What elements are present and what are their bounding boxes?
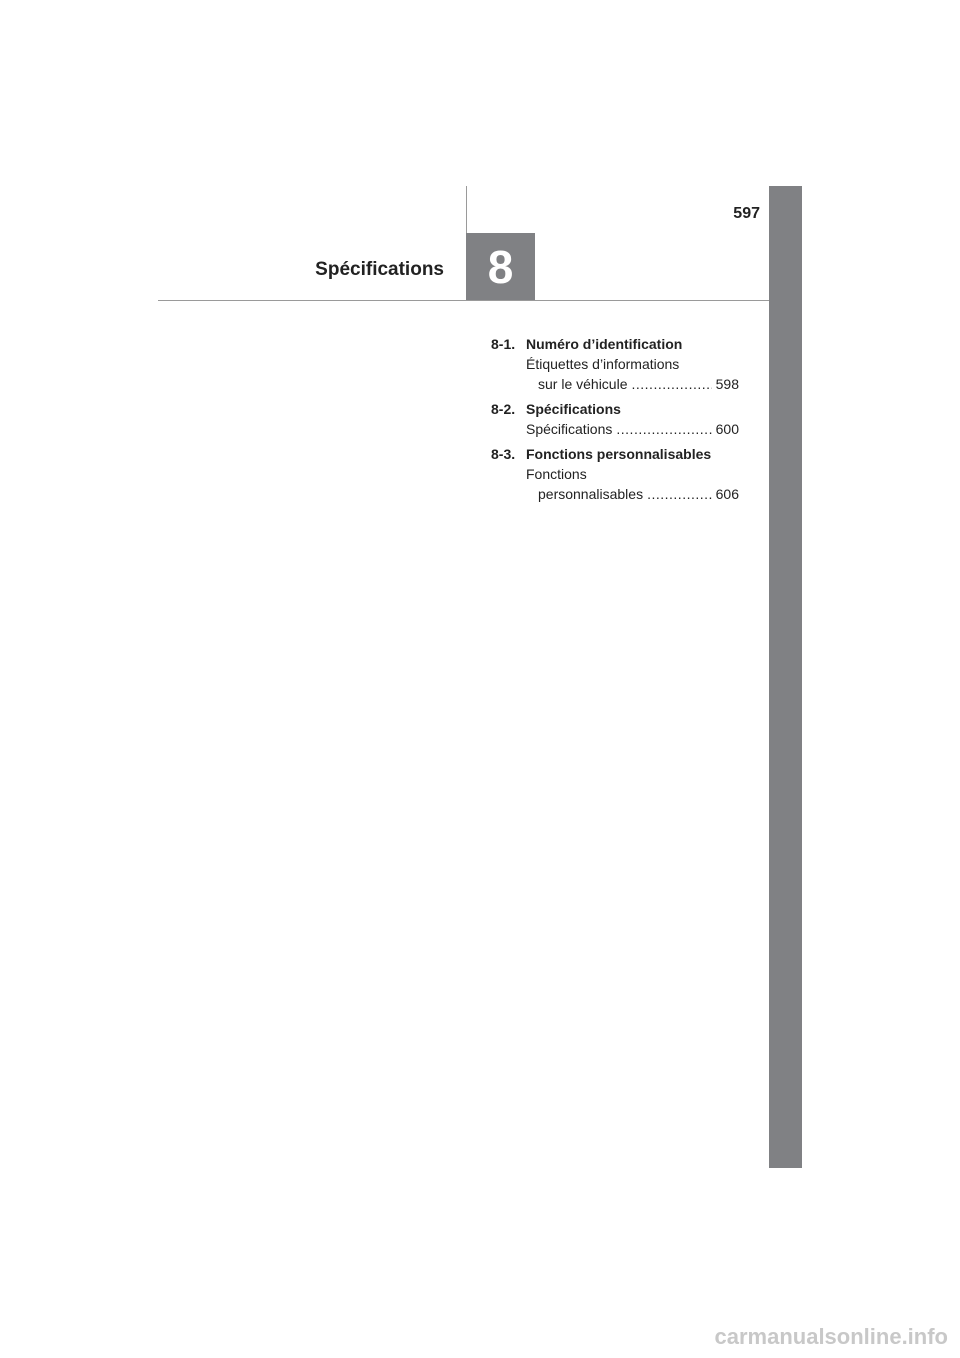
toc-section-8-1 <box>491 334 739 394</box>
section-title[interactable]: Numéro d’identification <box>526 336 683 352</box>
entry-title-line1: Étiquettes d’informations <box>526 356 680 372</box>
toc-section-8-2 <box>491 399 739 439</box>
page-number: 597 <box>733 205 760 222</box>
leader-dots <box>632 374 712 394</box>
toc-section-8-3 <box>491 444 739 504</box>
section-title[interactable]: Fonctions personnalisables <box>526 446 712 462</box>
watermark: carmanualsonline.info <box>714 1324 948 1349</box>
toc-entry[interactable] <box>491 419 739 439</box>
entry-title-line1: Fonctions <box>526 466 587 482</box>
entry-title-line1: Spécifications <box>526 421 613 437</box>
section-title[interactable]: Spécifications <box>526 401 621 417</box>
section-number: 8-2. <box>491 401 516 417</box>
toc-entry[interactable] <box>491 354 739 394</box>
entry-title-line2: sur le véhicule <box>538 376 628 392</box>
entry-page: 606 <box>715 486 739 502</box>
section-number: 8-3. <box>491 446 516 462</box>
table-of-contents <box>491 334 739 509</box>
header-rule <box>158 300 770 301</box>
chapter-number-box <box>466 233 535 301</box>
leader-dots <box>616 419 711 439</box>
leader-dots <box>647 484 712 504</box>
toc-entry[interactable] <box>491 464 739 504</box>
chapter-title: Spécifications <box>315 259 444 280</box>
chapter-side-tab <box>769 186 802 1168</box>
chapter-number: 8 <box>487 241 514 293</box>
entry-page: 600 <box>715 421 739 437</box>
entry-title-line2: personnalisables <box>538 486 644 502</box>
section-number: 8-1. <box>491 336 516 352</box>
entry-page: 598 <box>715 376 739 392</box>
header-divider-vertical <box>466 186 467 234</box>
